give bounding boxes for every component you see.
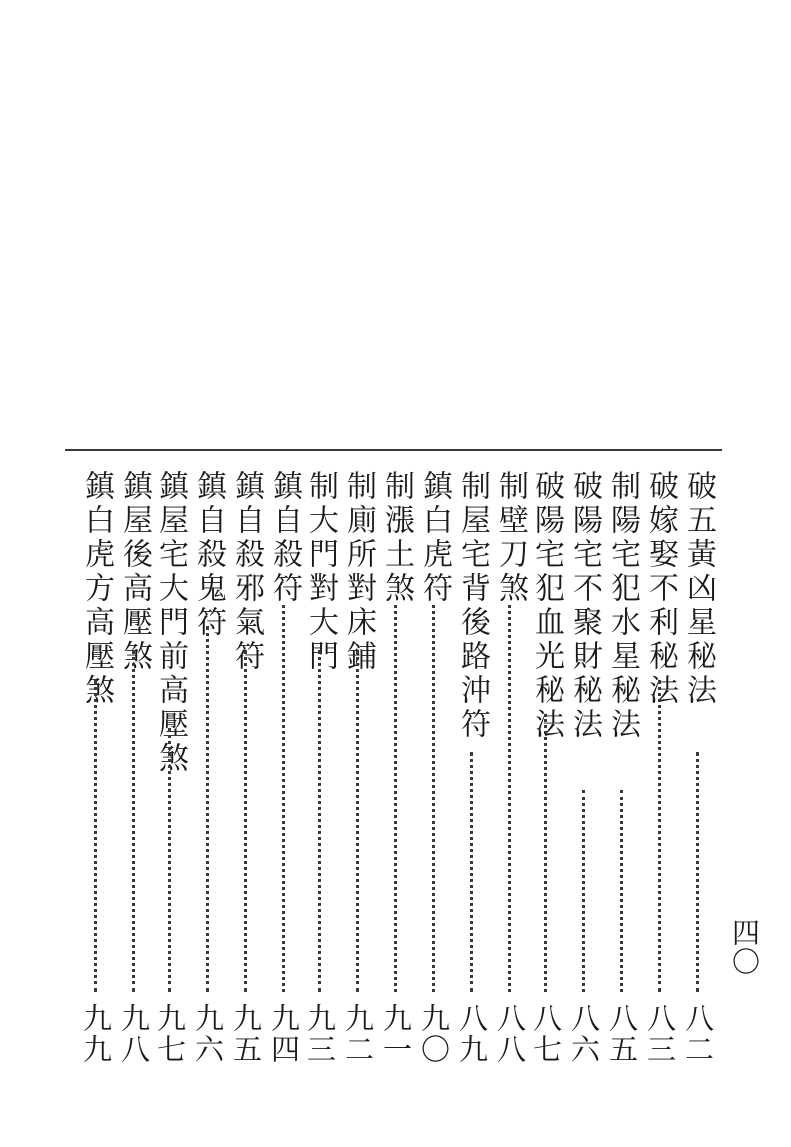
toc-entry-page: 九七 [153, 1003, 187, 1065]
toc-entry[interactable] [114, 470, 154, 1070]
leader-dots [696, 752, 699, 992]
toc-entry-page: 八七 [529, 1003, 563, 1065]
leader-dots [244, 650, 247, 992]
toc-entry-title: 制廁所對床鋪 [341, 470, 376, 674]
leader-dots [508, 605, 511, 992]
toc-entry[interactable] [526, 470, 566, 1070]
toc-entry-title: 鎮自殺邪氣符 [229, 470, 264, 674]
toc-entry-title: 破陽宅不聚財秘法 [567, 470, 602, 742]
toc-entry-title: 制屋宅背後路沖符 [455, 470, 490, 742]
toc-entry-page: 九九 [79, 1003, 113, 1065]
leader-dots [318, 650, 321, 992]
toc-entry[interactable] [678, 470, 718, 1070]
toc-entry-title: 鎮自殺符 [267, 470, 302, 606]
toc-entry-title: 破五黃凶星秘法 [681, 470, 716, 708]
toc-entry-page: 八五 [605, 1003, 639, 1065]
toc-entry[interactable] [338, 470, 378, 1070]
toc-entry-page: 九〇 [417, 1003, 451, 1065]
toc-entry-page: 八二 [681, 1003, 715, 1065]
leader-dots [94, 680, 97, 992]
leader-dots [432, 605, 435, 992]
page-number: 四〇 [728, 918, 761, 976]
leader-dots [132, 650, 135, 992]
leader-dots [168, 728, 171, 992]
leader-dots [620, 790, 623, 992]
toc-entry[interactable] [414, 470, 454, 1070]
leader-dots [470, 752, 473, 992]
toc-entry-page: 九五 [229, 1003, 263, 1065]
toc-entry[interactable] [490, 470, 530, 1070]
toc-entry[interactable] [376, 470, 416, 1070]
leader-dots [582, 790, 585, 992]
toc-entry-title: 鎮白虎符 [417, 470, 452, 606]
toc-entry-title: 破陽宅犯血光秘法 [529, 470, 564, 742]
toc-entry-title: 制陽宅犯水星秘法 [605, 470, 640, 742]
toc-entry-title: 鎮屋宅大門前高壓煞 [153, 470, 188, 776]
leader-dots [206, 626, 209, 992]
toc-entry-title: 制漲土煞 [379, 470, 414, 606]
toc-entry-page: 九八 [117, 1003, 151, 1065]
toc-entry[interactable] [188, 470, 228, 1070]
toc-entry-page: 八八 [493, 1003, 527, 1065]
leader-dots [394, 605, 397, 992]
toc-entry-page: 九二 [341, 1003, 375, 1065]
toc-entry-page: 八三 [643, 1003, 677, 1065]
toc-entry[interactable] [264, 470, 304, 1070]
leader-dots [658, 680, 661, 992]
toc-entry-page: 九六 [191, 1003, 225, 1065]
leader-dots [282, 605, 285, 992]
toc-entry-page: 八六 [567, 1003, 601, 1065]
toc-entry-title: 制壁刀煞 [493, 470, 528, 606]
toc-entry-page: 九一 [379, 1003, 413, 1065]
toc-entry[interactable] [76, 470, 116, 1070]
toc-entry-title: 鎮屋後高壓煞 [117, 470, 152, 674]
toc-entry[interactable] [602, 470, 642, 1070]
toc-entry-title: 鎮白虎方高壓煞 [79, 470, 114, 708]
toc-entry-title: 制大門對大門 [303, 470, 338, 674]
toc-entry-page: 九四 [267, 1003, 301, 1065]
toc-entry[interactable] [564, 470, 604, 1070]
toc-entry[interactable] [452, 470, 492, 1070]
toc-entry[interactable] [300, 470, 340, 1070]
toc-entry[interactable] [640, 470, 680, 1070]
toc-entry[interactable] [150, 470, 190, 1070]
toc-entry-title: 鎮自殺鬼符 [191, 470, 226, 640]
toc-entry[interactable] [226, 470, 266, 1070]
toc-entry-title: 破嫁娶不利秘法 [643, 470, 678, 708]
toc-entry-page: 九三 [303, 1003, 337, 1065]
leader-dots [544, 714, 547, 992]
toc-entry-page: 八九 [455, 1003, 489, 1065]
leader-dots [356, 650, 359, 992]
